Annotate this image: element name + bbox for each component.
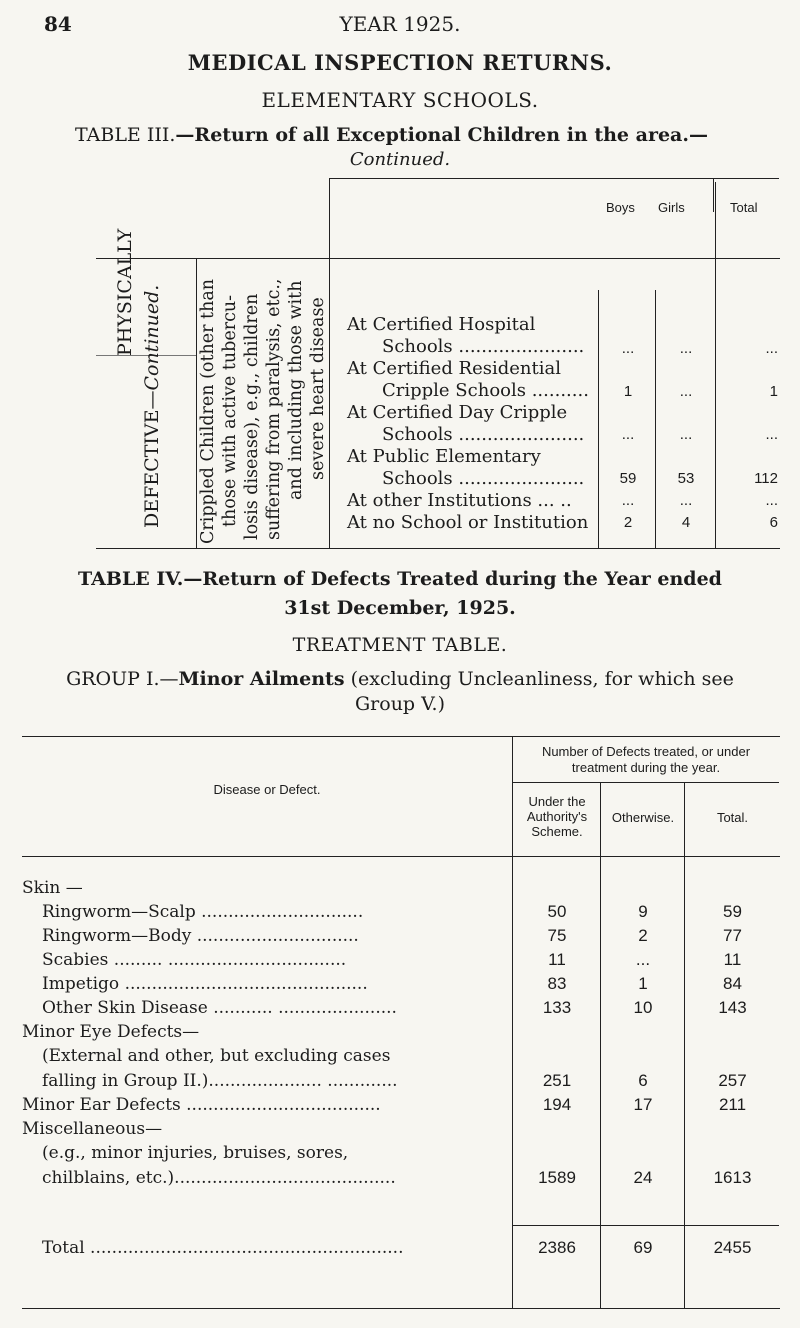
disease-label: Minor Eye Defects— bbox=[22, 1022, 200, 1042]
total-value: 84 bbox=[723, 974, 742, 993]
group-label-defective: DEFECTIVE—Continued. bbox=[141, 284, 163, 528]
col-header-girls: Girls bbox=[658, 200, 685, 215]
table3-heading bbox=[75, 124, 708, 146]
value-boys: ... bbox=[621, 340, 635, 357]
disease-label: Scabies ......... ................................. bbox=[42, 950, 347, 970]
total-value: 2455 bbox=[713, 1238, 752, 1257]
table3-heading-text: —Return of all Exceptional Children in the area.— bbox=[175, 124, 708, 146]
disease-label: Ringworm—Scalp .............................. bbox=[42, 902, 364, 922]
value-boys: ... bbox=[621, 426, 635, 443]
total-rule bbox=[513, 1225, 779, 1226]
otherwise-value: 69 bbox=[633, 1238, 653, 1257]
total-value: 11 bbox=[723, 950, 742, 969]
row-label-line: At Certified Residential bbox=[347, 358, 562, 379]
table4-title-date: 31st December, 1925. bbox=[284, 597, 516, 619]
value-total: 112 bbox=[754, 470, 778, 487]
table3-header-rule bbox=[96, 258, 780, 259]
category-line-3: losis disease), e.g., children bbox=[242, 293, 262, 540]
under-authority-value: 11 bbox=[548, 950, 566, 969]
under-authority-header: Under the Authority's Scheme. bbox=[526, 794, 588, 839]
category-line-6: severe heart disease bbox=[308, 297, 328, 480]
total-value: 257 bbox=[718, 1071, 747, 1090]
row-label-line: At Public Elementary bbox=[347, 446, 541, 467]
col-header-total: Total bbox=[730, 200, 758, 215]
otherwise-value: ... bbox=[635, 950, 651, 969]
table3-bottom-rule bbox=[96, 548, 780, 549]
otherwise-value: 10 bbox=[633, 998, 653, 1017]
number-header-line1: Number of Defects treated, or under bbox=[541, 744, 751, 759]
row-label-line: At Certified Day Cripple bbox=[347, 402, 568, 423]
value-boys: ... bbox=[621, 492, 635, 509]
table4-header-rule bbox=[22, 856, 780, 857]
disease-label: Other Skin Disease ........... ...................... bbox=[42, 998, 397, 1018]
value-girls: ... bbox=[679, 492, 693, 509]
running-head-year: YEAR 1925. bbox=[339, 12, 461, 36]
value-boys: 59 bbox=[619, 470, 637, 487]
otherwise-value: 17 bbox=[633, 1095, 653, 1114]
value-total: 6 bbox=[769, 514, 778, 531]
number-header-line2: treatment during the year. bbox=[571, 760, 721, 775]
under-authority-value: 2386 bbox=[538, 1238, 576, 1257]
value-girls: 53 bbox=[677, 470, 695, 487]
table3-prefix: TABLE III. bbox=[75, 124, 176, 146]
table3-continued: Continued. bbox=[349, 149, 451, 170]
otherwise-value: 1 bbox=[638, 974, 648, 993]
total-value: 143 bbox=[718, 998, 747, 1017]
category-line-5: and including those with bbox=[286, 280, 306, 500]
row-label-line: At Certified Hospital bbox=[347, 314, 536, 335]
otherwise-value: 24 bbox=[633, 1168, 653, 1187]
under-authority-value: 83 bbox=[547, 974, 567, 993]
group-heading: GROUP I.—Minor Ailments (excluding Uncleanliness, for which see bbox=[66, 668, 734, 690]
value-total: ... bbox=[765, 340, 778, 357]
total-value: 1613 bbox=[713, 1168, 752, 1187]
total-header: Total. bbox=[716, 810, 749, 825]
value-boys: 1 bbox=[623, 383, 633, 400]
otherwise-value: 2 bbox=[638, 926, 648, 945]
disease-label: falling in Group II.)..................... ............. bbox=[42, 1071, 398, 1091]
page-title: MEDICAL INSPECTION RETURNS. bbox=[187, 50, 613, 75]
disease-label: (e.g., minor injuries, bruises, sores, bbox=[42, 1143, 349, 1163]
disease-label: Miscellaneous— bbox=[22, 1119, 163, 1139]
otherwise-header: Otherwise. bbox=[611, 810, 675, 825]
under-authority-value: 75 bbox=[547, 926, 567, 945]
table4-title: TABLE IV.—Return of Defects Treated during the Year ended bbox=[78, 568, 722, 590]
disease-or-defect-header: Disease or Defect. bbox=[213, 782, 321, 797]
category-line-1: Crippled Children (other than bbox=[198, 278, 218, 544]
total-value: 59 bbox=[723, 902, 742, 921]
group-heading-cont: Group V.) bbox=[355, 693, 445, 715]
total-label: Total .......................................................... bbox=[42, 1238, 404, 1258]
value-total: ... bbox=[765, 492, 778, 509]
value-boys: 2 bbox=[623, 514, 633, 531]
category-line-2: those with active tubercu- bbox=[220, 294, 240, 527]
row-label-line: Schools ...................... bbox=[382, 468, 585, 489]
under-authority-value: 1589 bbox=[538, 1168, 576, 1187]
table4-bottom-rule bbox=[22, 1308, 780, 1309]
row-label-line: At no School or Institution bbox=[347, 512, 589, 533]
col-header-boys: Boys bbox=[606, 200, 635, 215]
table3-top-rule bbox=[329, 178, 779, 179]
total-value: 77 bbox=[723, 926, 742, 945]
category-line-4: suffering from paralysis, etc., bbox=[264, 278, 284, 540]
value-total: 1 bbox=[769, 383, 778, 400]
otherwise-value: 9 bbox=[638, 902, 648, 921]
disease-label: Impetigo ............................................. bbox=[42, 974, 368, 994]
row-label-line: At other Institutions ... .. bbox=[347, 490, 572, 511]
otherwise-value: 6 bbox=[638, 1071, 648, 1090]
value-girls: ... bbox=[679, 426, 693, 443]
row-label-line: Cripple Schools .......... bbox=[382, 380, 589, 401]
row-label-line: Schools ...................... bbox=[382, 424, 585, 445]
page-number: 84 bbox=[44, 12, 72, 36]
disease-label: Skin — bbox=[22, 878, 83, 898]
under-authority-value: 251 bbox=[542, 1071, 572, 1090]
treatment-table-heading: TREATMENT TABLE. bbox=[292, 634, 508, 656]
disease-label: (External and other, but excluding cases bbox=[42, 1046, 391, 1066]
table4-top-rule bbox=[22, 736, 780, 737]
value-girls: 4 bbox=[681, 514, 691, 531]
row-label-line: Schools ...................... bbox=[382, 336, 585, 357]
under-authority-value: 194 bbox=[542, 1095, 572, 1114]
value-total: ... bbox=[765, 426, 778, 443]
group-label-physically: PHYSICALLY bbox=[114, 228, 136, 356]
disease-label: chilblains, etc.)......................................... bbox=[42, 1168, 396, 1188]
total-value: 211 bbox=[718, 1095, 747, 1114]
disease-label: Ringworm—Body .............................. bbox=[42, 926, 359, 946]
value-girls: ... bbox=[679, 383, 693, 400]
under-authority-value: 50 bbox=[547, 902, 567, 921]
page-subtitle: ELEMENTARY SCHOOLS. bbox=[261, 88, 539, 112]
disease-label: Minor Ear Defects .................................... bbox=[22, 1095, 381, 1115]
value-girls: ... bbox=[679, 340, 693, 357]
under-authority-value: 133 bbox=[542, 998, 572, 1017]
